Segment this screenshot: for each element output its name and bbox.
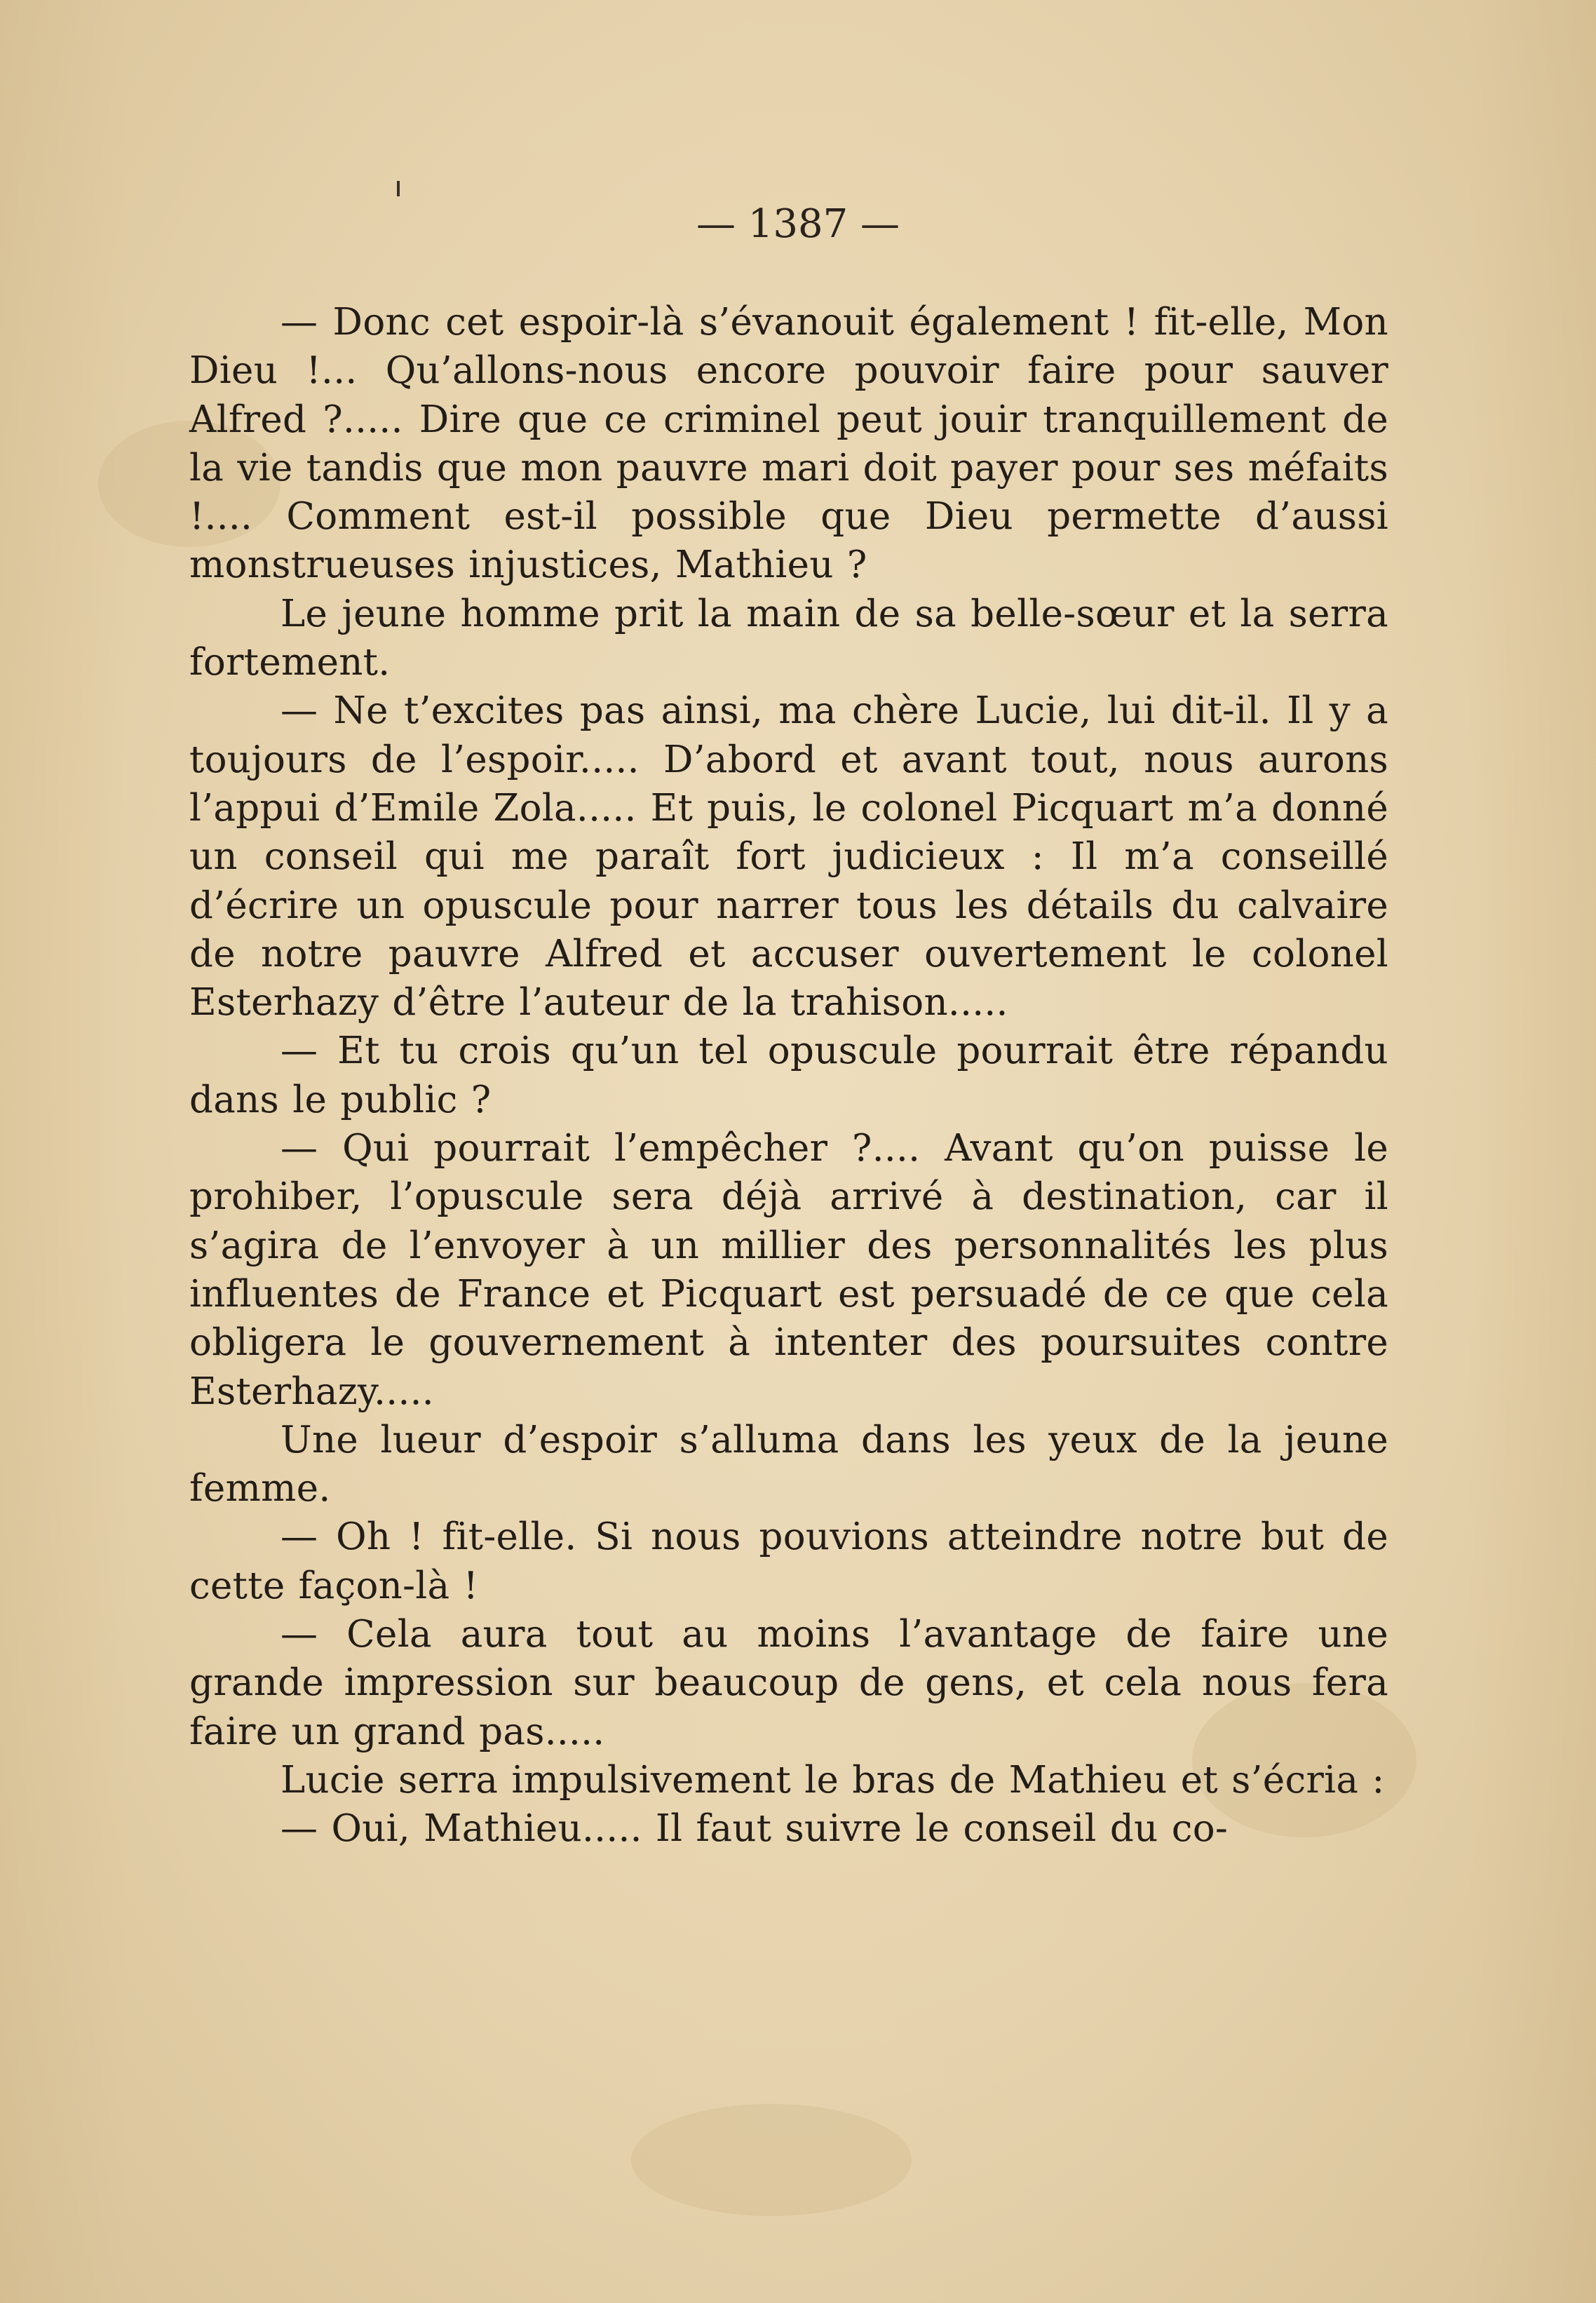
paragraph: — Cela aura tout au moins l’avantage de faire une grande impression sur beaucoup de gens, et cela nous fera faire un grand pas.....: [189, 1613, 1388, 1753]
paragraph: — Oui, Mathieu..... Il faut suivre le conseil du co-: [280, 1807, 1229, 1851]
body-text: [189, 298, 1388, 1853]
paragraph: — Qui pourrait l’empêcher ?.... Avant qu’on puisse le prohiber, l’opuscule sera déjà arrivé à destination, car il s’agira de l’envoyer à un millier des personnalités les plus influentes de France et Picquart est persuadé de ce que cela obligera le gouvernement à intenter des poursuites contre Esterhazy.....: [189, 1127, 1388, 1413]
paragraph: Le jeune homme prit la main de sa belle-sœur et la serra fortement.: [189, 592, 1388, 684]
paragraph: — Ne t’excites pas ainsi, ma chère Lucie, lui dit-il. Il y a toujours de l’espoir..... D’abord et avant tout, nous aurons l’appui d’Emile Zola..... Et puis, le colonel Picquart m’a donné un conseil qui me paraît fort judicieux : Il m’a conseillé d’écrire un opuscule pour narrer tous les détails du calvaire de notre pauvre Alfred et accuser ouvertement le colonel Esterhazy d’être l’auteur de la trahison.....: [189, 689, 1388, 1025]
paragraph: Lucie serra impulsivement le bras de Mathieu et s’écria :: [280, 1758, 1385, 1802]
page-number-header: — 1387 —: [696, 201, 900, 247]
paragraph: — Oh ! fit-elle. Si nous pouvions atteindre notre but de cette façon-là !: [189, 1515, 1388, 1607]
paper-stain: [631, 2104, 912, 2216]
paragraph: — Et tu crois qu’un tel opuscule pourrait être répandu dans le public ?: [189, 1029, 1388, 1121]
paragraph: Une lueur d’espoir s’alluma dans les yeux de la jeune femme.: [189, 1418, 1388, 1511]
paragraph: — Donc cet espoir-là s’évanouit également ! fit-elle, Mon Dieu !... Qu’allons-nous encore pouvoir faire pour sauver Alfred ?..... Dire que ce criminel peut jouir tranquillement de la vie tandis que mon pauvre mari doit payer pour ses méfaits !.... Comment est-il possible que Dieu permette d’aussi monstrueuses injustices, Mathieu ?: [189, 301, 1388, 587]
